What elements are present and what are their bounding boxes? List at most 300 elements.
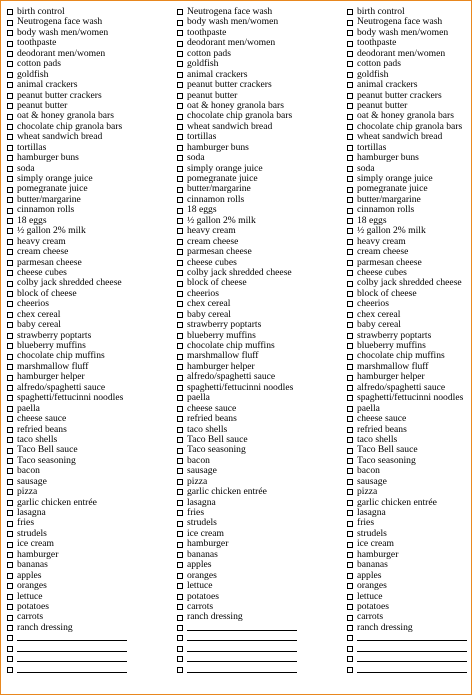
checkbox[interactable]: [177, 20, 183, 26]
checklist-item-label: apples: [17, 569, 42, 581]
checkbox[interactable]: [347, 656, 353, 662]
checklist-item-label: butter/margarine: [357, 193, 421, 205]
checkbox[interactable]: [177, 103, 183, 109]
checklist-item-label: heavy cream: [187, 225, 236, 237]
blank-checklist-item: [7, 665, 157, 675]
checkbox[interactable]: [7, 134, 13, 140]
checklist-item-label: oat & honey granola bars: [187, 99, 284, 111]
write-in-line[interactable]: [357, 671, 467, 673]
checkbox[interactable]: [177, 51, 183, 57]
checkbox[interactable]: [177, 521, 183, 527]
checkbox[interactable]: [7, 176, 13, 182]
checkbox[interactable]: [347, 260, 353, 266]
checkbox[interactable]: [177, 615, 183, 621]
checklist-item-label: sausage: [17, 475, 47, 487]
write-in-line[interactable]: [187, 629, 297, 631]
checklist-item-label: hamburger: [187, 538, 229, 550]
checklist-item-label: chocolate chip muffins: [357, 350, 445, 362]
checkbox[interactable]: [177, 197, 183, 203]
checklist-item: [347, 414, 474, 424]
checkbox[interactable]: [7, 218, 13, 224]
checkbox[interactable]: [177, 625, 183, 631]
checkbox[interactable]: [177, 635, 183, 641]
write-in-line[interactable]: [17, 660, 127, 662]
checkbox[interactable]: [347, 281, 353, 287]
checkbox[interactable]: [7, 333, 13, 339]
checkbox[interactable]: [7, 395, 13, 401]
checkbox[interactable]: [177, 124, 183, 130]
checklist-item-label: wheat sandwich bread: [187, 120, 273, 132]
checkbox[interactable]: [7, 458, 13, 464]
checkbox[interactable]: [347, 197, 353, 203]
checkbox[interactable]: [347, 155, 353, 161]
checkbox[interactable]: [177, 531, 183, 537]
blank-checklist-item: [347, 633, 474, 643]
checkbox[interactable]: [177, 427, 183, 433]
checkbox[interactable]: [7, 124, 13, 130]
checkbox[interactable]: [7, 531, 13, 537]
checkbox[interactable]: [347, 468, 353, 474]
checkbox[interactable]: [177, 667, 183, 673]
checkbox[interactable]: [7, 500, 13, 506]
checkbox[interactable]: [177, 542, 183, 548]
checkbox[interactable]: [7, 468, 13, 474]
checkbox[interactable]: [347, 218, 353, 224]
checkbox[interactable]: [7, 354, 13, 360]
checklist-item-label: ranch dressing: [17, 621, 73, 633]
checkbox[interactable]: [177, 322, 183, 328]
checklist-item: [7, 153, 157, 163]
checkbox[interactable]: [347, 615, 353, 621]
checkbox[interactable]: [347, 176, 353, 182]
checkbox[interactable]: [7, 155, 13, 161]
checkbox[interactable]: [177, 218, 183, 224]
checklist-item-label: strawberry poptarts: [17, 329, 92, 341]
checkbox[interactable]: [347, 270, 353, 276]
checkbox[interactable]: [347, 187, 353, 193]
checkbox[interactable]: [7, 448, 13, 454]
checkbox[interactable]: [7, 239, 13, 245]
checkbox[interactable]: [177, 239, 183, 245]
checklist-item-label: colby jack shredded cheese: [17, 277, 122, 289]
checkbox[interactable]: [347, 114, 353, 120]
write-in-line[interactable]: [187, 639, 297, 641]
checkbox[interactable]: [347, 124, 353, 130]
checklist-item-label: birth control: [357, 6, 405, 17]
checkbox[interactable]: [347, 604, 353, 610]
checklist-item: [177, 581, 327, 591]
checkbox[interactable]: [7, 552, 13, 558]
checkbox[interactable]: [7, 667, 13, 673]
checkbox[interactable]: [347, 301, 353, 307]
checkbox[interactable]: [347, 448, 353, 454]
checkbox[interactable]: [347, 489, 353, 495]
checklist-item-label: baby cereal: [17, 319, 61, 331]
write-in-line[interactable]: [187, 650, 297, 652]
checklist-item-label: toothpaste: [187, 26, 227, 38]
checkbox[interactable]: [177, 416, 183, 422]
checklist-item-label: chocolate chip granola bars: [17, 120, 123, 132]
checklist-item-label: alfredo/spaghetti sauce: [187, 371, 276, 383]
checkbox[interactable]: [347, 385, 353, 391]
checklist-item-label: pizza: [357, 486, 378, 498]
checkbox[interactable]: [177, 437, 183, 443]
checklist-item: [347, 320, 474, 330]
checkbox[interactable]: [177, 187, 183, 193]
checkbox[interactable]: [347, 531, 353, 537]
checklist-item-label: wheat sandwich bread: [357, 131, 443, 143]
checkbox[interactable]: [347, 562, 353, 568]
checkbox[interactable]: [177, 249, 183, 255]
checkbox[interactable]: [177, 176, 183, 182]
checkbox[interactable]: [177, 30, 183, 36]
blank-checklist-item: [7, 644, 157, 654]
checkbox[interactable]: [7, 385, 13, 391]
checkbox[interactable]: [347, 333, 353, 339]
checklist-item: [177, 612, 327, 622]
checkbox[interactable]: [347, 228, 353, 234]
checkbox[interactable]: [347, 103, 353, 109]
checklist-item: [347, 80, 474, 90]
checkbox[interactable]: [7, 625, 13, 631]
checkbox[interactable]: [177, 270, 183, 276]
checkbox[interactable]: [7, 281, 13, 287]
checklist-item-label: lasagna: [357, 507, 386, 518]
checklist-item-label: apples: [187, 559, 212, 571]
checklist-column-3: [347, 7, 474, 675]
checkbox[interactable]: [7, 521, 13, 527]
checkbox[interactable]: [347, 521, 353, 527]
checklist-item-label: lasagna: [187, 496, 216, 508]
write-in-line[interactable]: [357, 639, 467, 641]
checklist-item-label: paella: [357, 402, 380, 414]
checkbox[interactable]: [347, 9, 353, 15]
checklist-item-label: alfredo/spaghetti sauce: [357, 381, 446, 393]
checkbox[interactable]: [347, 72, 353, 78]
checkbox[interactable]: [177, 312, 183, 318]
checklist-item-label: colby jack shredded cheese: [187, 266, 292, 278]
checkbox[interactable]: [177, 134, 183, 140]
checkbox[interactable]: [347, 635, 353, 641]
checkbox[interactable]: [7, 72, 13, 78]
checkbox[interactable]: [7, 61, 13, 67]
checkbox[interactable]: [347, 458, 353, 464]
checkbox[interactable]: [7, 656, 13, 662]
checkbox[interactable]: [177, 406, 183, 412]
checklist-item-label: garlic chicken entrée: [187, 486, 267, 498]
checkbox[interactable]: [7, 228, 13, 234]
checkbox[interactable]: [347, 625, 353, 631]
checklist-item-label: cheese cubes: [17, 266, 67, 278]
checklist-item-label: marshmallow fluff: [17, 360, 89, 372]
checklist-item-label: peanut butter: [357, 99, 408, 111]
checkbox[interactable]: [177, 468, 183, 474]
checklist-item-label: paella: [187, 392, 210, 404]
checkbox[interactable]: [7, 197, 13, 203]
checklist-item-label: potatoes: [357, 600, 389, 612]
checkbox[interactable]: [177, 354, 183, 360]
checkbox[interactable]: [347, 343, 353, 349]
checkbox[interactable]: [7, 604, 13, 610]
checkbox[interactable]: [347, 61, 353, 67]
checklist-item-label: garlic chicken entrée: [357, 496, 437, 508]
checklist-item-label: marshmallow fluff: [357, 360, 429, 372]
checkbox[interactable]: [7, 343, 13, 349]
checkbox[interactable]: [177, 375, 183, 381]
checklist-item-label: butter/margarine: [187, 183, 251, 195]
checklist-item-label: cheerios: [187, 287, 219, 299]
checkbox[interactable]: [347, 322, 353, 328]
checkbox[interactable]: [177, 583, 183, 589]
write-in-line[interactable]: [357, 650, 467, 652]
checkbox[interactable]: [177, 93, 183, 99]
checklist-item-label: Taco seasoning: [357, 454, 416, 466]
checkbox[interactable]: [347, 573, 353, 579]
checkbox[interactable]: [347, 395, 353, 401]
checklist-item-label: baby cereal: [187, 308, 231, 320]
checklist-item-label: strudels: [187, 517, 217, 529]
checklist-item-label: apples: [357, 569, 382, 581]
checkbox[interactable]: [177, 385, 183, 391]
checkbox[interactable]: [177, 72, 183, 78]
checkbox[interactable]: [177, 228, 183, 234]
checkbox[interactable]: [177, 155, 183, 161]
checkbox[interactable]: [7, 416, 13, 422]
checklist-item-label: cotton pads: [357, 58, 401, 70]
checkbox[interactable]: [7, 82, 13, 88]
checkbox[interactable]: [347, 510, 353, 516]
checkbox[interactable]: [177, 458, 183, 464]
write-in-line[interactable]: [187, 671, 297, 673]
checkbox[interactable]: [7, 20, 13, 26]
checkbox[interactable]: [177, 82, 183, 88]
checkbox[interactable]: [347, 239, 353, 245]
checklist-item-label: hamburger helper: [17, 371, 85, 383]
checkbox[interactable]: [347, 500, 353, 506]
checkbox[interactable]: [177, 260, 183, 266]
checklist-item-label: bananas: [187, 548, 218, 560]
checklist-item-label: cheese sauce: [17, 413, 67, 425]
checklist-item-label: hamburger: [357, 548, 399, 560]
checkbox[interactable]: [177, 500, 183, 506]
checklist-item: [177, 487, 327, 497]
checkbox[interactable]: [347, 208, 353, 214]
checkbox[interactable]: [347, 437, 353, 443]
checkbox[interactable]: [7, 646, 13, 652]
checkbox[interactable]: [7, 249, 13, 255]
checkbox[interactable]: [177, 479, 183, 485]
checkbox[interactable]: [177, 448, 183, 454]
checklist-item-label: sausage: [187, 465, 217, 477]
checkbox[interactable]: [347, 82, 353, 88]
write-in-line[interactable]: [17, 671, 127, 673]
checkbox[interactable]: [177, 61, 183, 67]
checklist-item-label: bananas: [357, 559, 388, 571]
checklist-item-label: blueberry muffins: [357, 340, 426, 351]
checkbox[interactable]: [177, 208, 183, 214]
checklist-item-label: hamburger: [17, 548, 59, 560]
checkbox[interactable]: [177, 9, 183, 15]
checkbox[interactable]: [347, 406, 353, 412]
checkbox[interactable]: [7, 479, 13, 485]
checkbox[interactable]: [347, 416, 353, 422]
write-in-line[interactable]: [17, 650, 127, 652]
checkbox[interactable]: [177, 166, 183, 172]
checklist-item-label: fries: [17, 517, 35, 529]
checklist-item-label: bacon: [357, 465, 380, 477]
checkbox[interactable]: [347, 479, 353, 485]
checkbox[interactable]: [7, 93, 13, 99]
checklist-item-label: bacon: [187, 454, 210, 466]
checkbox[interactable]: [7, 114, 13, 120]
checkbox[interactable]: [7, 301, 13, 307]
checkbox[interactable]: [347, 552, 353, 558]
checkbox[interactable]: [177, 562, 183, 568]
checkbox[interactable]: [7, 322, 13, 328]
checkbox[interactable]: [177, 594, 183, 600]
checkbox[interactable]: [347, 30, 353, 36]
checklist-item-label: tortillas: [17, 141, 47, 153]
checklist-item-label: marshmallow fluff: [187, 350, 259, 362]
checkbox[interactable]: [347, 312, 353, 318]
checkbox[interactable]: [347, 249, 353, 255]
checkbox[interactable]: [7, 406, 13, 412]
checkbox[interactable]: [177, 573, 183, 579]
checkbox[interactable]: [7, 30, 13, 36]
checklist-item-label: cream cheese: [357, 246, 409, 258]
checklist-item: [177, 153, 327, 163]
checkbox[interactable]: [7, 489, 13, 495]
checklist-item-label: chocolate chip granola bars: [357, 120, 463, 132]
checkbox[interactable]: [347, 145, 353, 151]
checklist-item-label: cinnamon rolls: [17, 204, 75, 216]
write-in-line[interactable]: [17, 639, 127, 641]
checkbox[interactable]: [347, 51, 353, 57]
checkbox[interactable]: [7, 573, 13, 579]
checklist-item-label: simply orange juice: [17, 173, 93, 184]
checklist-item: [347, 581, 474, 591]
checklist-item-label: parmesan cheese: [357, 256, 422, 268]
checklist-item-label: body wash men/women: [357, 26, 449, 38]
checkbox[interactable]: [177, 343, 183, 349]
checklist-item-label: soda: [17, 162, 35, 174]
checkbox[interactable]: [347, 427, 353, 433]
checklist-item-label: ½ gallon 2% milk: [357, 225, 426, 237]
checklist-item-label: 18 eggs: [357, 214, 387, 226]
checkbox[interactable]: [7, 375, 13, 381]
checkbox[interactable]: [7, 615, 13, 621]
checkbox[interactable]: [7, 208, 13, 214]
checkbox[interactable]: [347, 375, 353, 381]
checkbox[interactable]: [347, 93, 353, 99]
checkbox[interactable]: [177, 604, 183, 610]
checklist-item: [347, 623, 474, 633]
checklist-item: [7, 320, 157, 330]
checkbox[interactable]: [7, 166, 13, 172]
checkbox[interactable]: [347, 166, 353, 172]
checkbox[interactable]: [177, 646, 183, 652]
checklist-item-label: soda: [187, 152, 205, 164]
checkbox[interactable]: [347, 583, 353, 589]
checklist-item-label: cotton pads: [17, 58, 61, 70]
checkbox[interactable]: [177, 281, 183, 287]
checklist-item-label: toothpaste: [357, 37, 397, 49]
checkbox[interactable]: [7, 594, 13, 600]
checkbox[interactable]: [177, 395, 183, 401]
checkbox[interactable]: [177, 364, 183, 370]
checklist-item-label: ranch dressing: [357, 621, 413, 633]
checkbox[interactable]: [177, 41, 183, 47]
checkbox[interactable]: [7, 41, 13, 47]
checkbox[interactable]: [347, 594, 353, 600]
checklist-item: [347, 487, 474, 497]
checkbox[interactable]: [7, 437, 13, 443]
checkbox[interactable]: [347, 291, 353, 297]
checkbox[interactable]: [347, 667, 353, 673]
checkbox[interactable]: [347, 646, 353, 652]
checkbox[interactable]: [7, 364, 13, 370]
checklist-item-label: animal crackers: [17, 79, 78, 91]
checkbox[interactable]: [177, 291, 183, 297]
checkbox[interactable]: [347, 20, 353, 26]
checkbox[interactable]: [347, 134, 353, 140]
checklist-item: [7, 247, 157, 257]
checkbox[interactable]: [7, 291, 13, 297]
blank-checklist-item: [177, 644, 327, 654]
checkbox[interactable]: [7, 9, 13, 15]
checklist-item-label: oat & honey granola bars: [357, 110, 454, 122]
checklist-item-label: cinnamon rolls: [357, 204, 415, 216]
checkbox[interactable]: [7, 562, 13, 568]
checklist-item: [7, 80, 157, 90]
checkbox[interactable]: [7, 270, 13, 276]
checklist-item: [177, 80, 327, 90]
checklist-item-label: Taco seasoning: [187, 444, 246, 456]
checkbox[interactable]: [347, 354, 353, 360]
checkbox[interactable]: [7, 103, 13, 109]
checkbox[interactable]: [7, 51, 13, 57]
checkbox[interactable]: [177, 301, 183, 307]
write-in-line[interactable]: [357, 660, 467, 662]
checkbox[interactable]: [7, 145, 13, 151]
checkbox[interactable]: [177, 489, 183, 495]
checkbox[interactable]: [7, 510, 13, 516]
checklist-item-label: chocolate chip muffins: [17, 350, 105, 362]
checkbox[interactable]: [7, 635, 13, 641]
checkbox[interactable]: [177, 510, 183, 516]
checklist-item: [347, 153, 474, 163]
checkbox[interactable]: [347, 41, 353, 47]
checkbox[interactable]: [347, 542, 353, 548]
checklist-item-label: peanut butter crackers: [357, 89, 442, 101]
checkbox[interactable]: [7, 583, 13, 589]
checkbox[interactable]: [7, 542, 13, 548]
checkbox[interactable]: [7, 187, 13, 193]
checkbox[interactable]: [177, 552, 183, 558]
checklist-item-label: animal crackers: [187, 68, 248, 80]
checkbox[interactable]: [7, 260, 13, 266]
checkbox[interactable]: [347, 364, 353, 370]
checkbox[interactable]: [7, 427, 13, 433]
write-in-line[interactable]: [187, 660, 297, 662]
checklist-item-label: oat & honey granola bars: [17, 110, 114, 122]
checkbox[interactable]: [177, 114, 183, 120]
checkbox[interactable]: [7, 312, 13, 318]
checklist-item-label: blueberry muffins: [17, 340, 86, 351]
checkbox[interactable]: [177, 145, 183, 151]
checkbox[interactable]: [177, 656, 183, 662]
checkbox[interactable]: [177, 333, 183, 339]
